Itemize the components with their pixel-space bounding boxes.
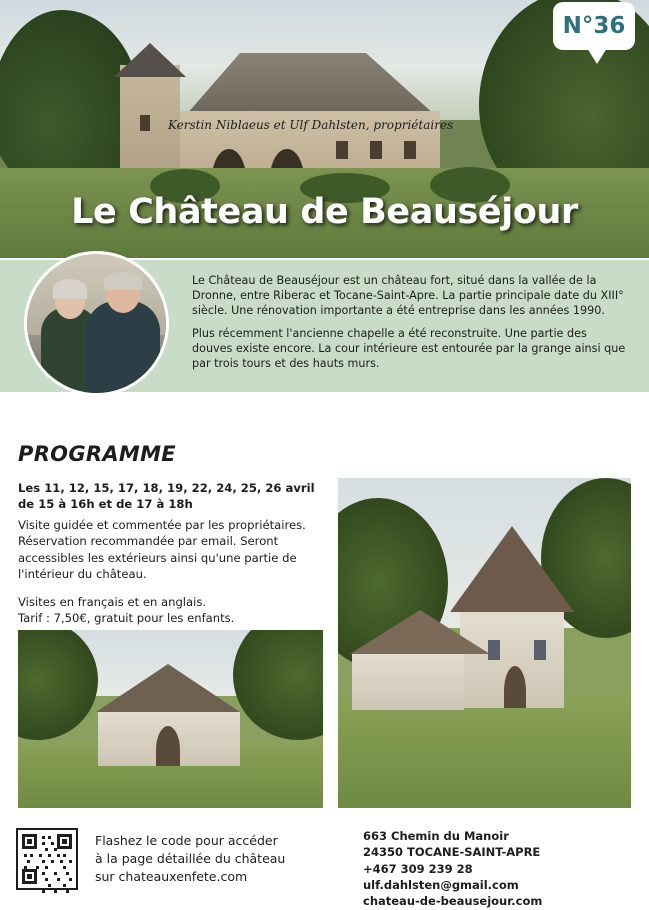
qr-instructions <box>95 832 345 886</box>
address-email[interactable]: ulf.dahlsten@gmail.com <box>363 877 519 892</box>
programme-details: Visite guidée et commentée par les propriétaires. Réservation recommandée par email. Seront accessibles les extérieurs ainsi qu'une partie de l'intérieur du château. <box>18 517 306 582</box>
photo-chapel-tree-left <box>18 630 98 740</box>
intro-band <box>0 260 649 392</box>
photo-tower <box>338 478 631 808</box>
qr-instructions-line-1: Flashez le code pour accéder <box>95 833 278 848</box>
photo-tower-annex-roof <box>350 610 490 654</box>
photo-tower-door <box>504 666 526 708</box>
address-city: 24350 TOCANE-SAINT-APRE <box>363 845 541 860</box>
address-street: 663 Chemin du Manoir <box>363 829 509 843</box>
page-title: Le Château de Beauséjour <box>71 192 578 232</box>
qr-instructions-line-3: sur chateauxenfete.com <box>95 869 248 885</box>
owners-portrait <box>24 251 169 396</box>
qr-code-pattern <box>18 830 76 888</box>
photo-tower-annex-body <box>352 654 464 710</box>
address-phone[interactable]: +467 309 239 28 <box>363 861 473 876</box>
photo-tower-window-1 <box>488 640 500 660</box>
photo-tower-grass <box>338 696 631 808</box>
photo-tower-conical-roof <box>450 526 574 612</box>
programme-heading: PROGRAMME <box>18 442 176 466</box>
programme-tarif: Tarif : 7,50€, gratuit pour les enfants. <box>18 611 235 626</box>
qr-code[interactable] <box>16 828 78 890</box>
intro-paragraph-2: Plus récemment l'ancienne chapelle a été reconstruite. Une partie des douves existe encore. La cour intérieure est entourée par la grange ainsi que par trois tours et des hauts murs. <box>192 327 626 370</box>
castle-tower-roof <box>114 43 186 77</box>
footer <box>0 819 649 909</box>
photo-chapel-roof <box>96 664 240 712</box>
photo-tower-window-2 <box>534 640 546 660</box>
issue-number-text: N°36 <box>562 13 626 39</box>
castle-window-2 <box>370 141 382 159</box>
castle-window-1 <box>336 141 348 159</box>
qr-instructions-line-2: à la page détaillée du château <box>95 851 286 867</box>
programme-text-block <box>18 480 323 638</box>
portrait-hair-left <box>53 279 87 299</box>
owners-signature: Kerstin Niblaeus et Ulf Dahlsten, propriétaires <box>168 118 454 132</box>
photo-chapel-tree-right <box>233 630 323 740</box>
issue-number-badge-tail <box>587 48 607 64</box>
contact-address <box>363 828 542 910</box>
portrait-person-right <box>86 301 160 393</box>
address-website[interactable]: chateau-de-beausejour.com <box>363 894 543 909</box>
castle-window-3 <box>404 141 416 159</box>
intro-text-block <box>192 274 630 381</box>
castle-tower-window <box>140 115 150 131</box>
photo-chapel <box>18 630 323 808</box>
hero-castle-illustration <box>120 45 480 185</box>
programme-languages: Visites en français et en anglais. <box>18 594 207 609</box>
programme-dates: Les 11, 12, 15, 17, 18, 19, 22, 24, 25, 26 avril de 15 à 16h et de 17 à 18h <box>18 481 315 512</box>
issue-number-badge <box>553 2 635 50</box>
portrait-hair-right <box>104 272 142 290</box>
castle-main-roof <box>150 53 450 115</box>
photo-chapel-door <box>156 726 180 766</box>
intro-paragraph-1: Le Château de Beauséjour est un château fort, situé dans la vallée de la Dronne, entre Riberac et Tocane-Saint-Apre. La partie principale date du XIII° siècle. Une rénovation importante a été entreprise dans les années 1990. <box>192 274 624 317</box>
